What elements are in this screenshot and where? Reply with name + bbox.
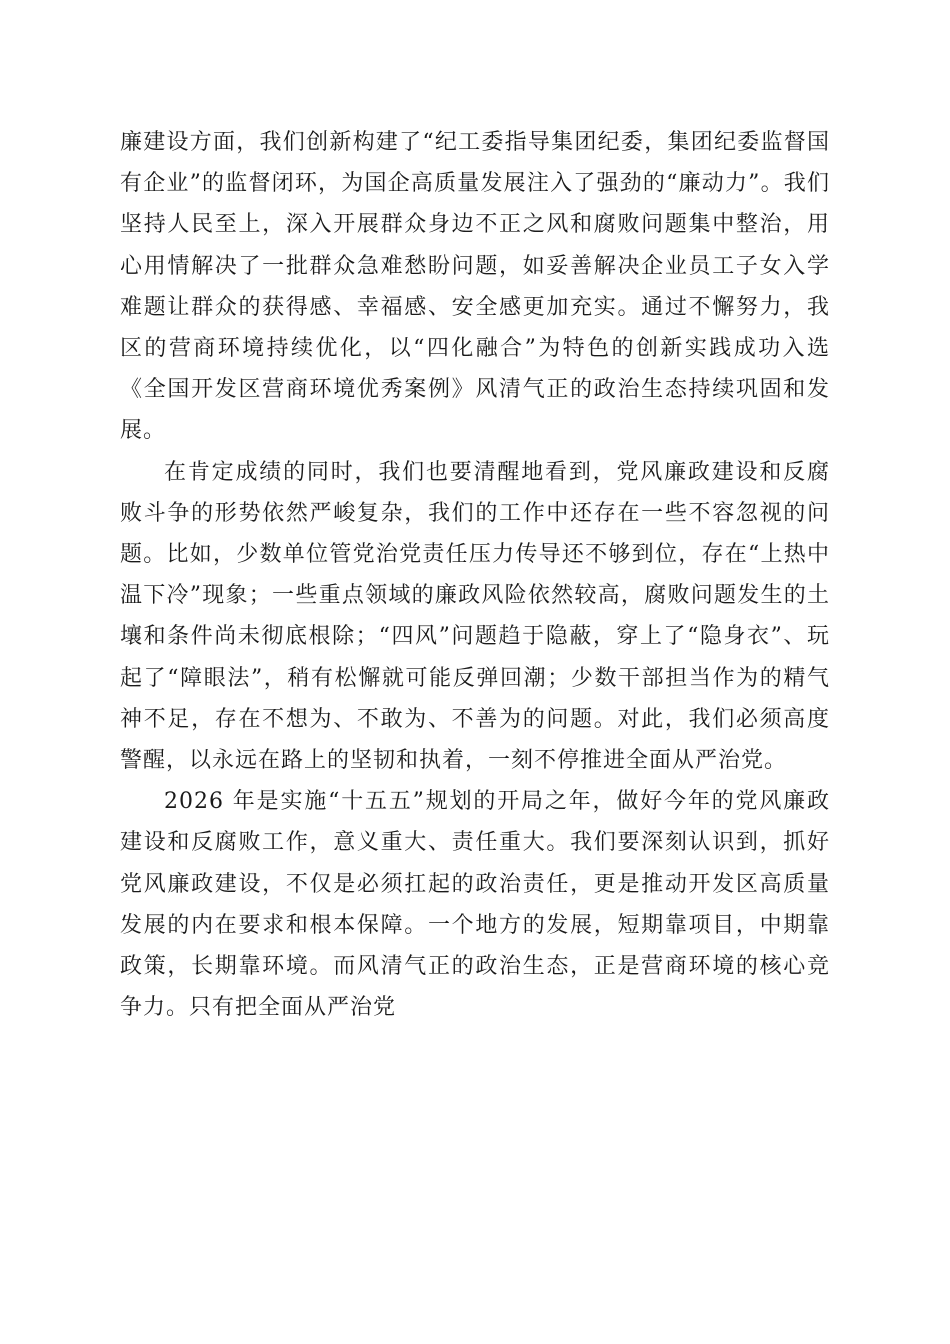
paragraph-problems: 在肯定成绩的同时，我们也要清醒地看到，党风廉政建设和反腐败斗争的形势依然严峻复杂，我们的工作中还存在一些不容忽视的问题。比如，少数单位管党治党责任压力传导还不够到位，存在“上热中温下冷”现象；一些重点领域的廉政风险依然较高，腐败问题发生的土壤和条件尚未彻底根除；“四风”问题趋于隐蔽，穿上了“隐身衣”、玩起了“障眼法”，稍有松懈就可能反弹回潮；少数干部担当作为的精气神不足，存在不想为、不敢为、不善为的问题。对此，我们必须高度警醒，以永远在路上的坚韧和执着，一刻不停推进全面从严治党。 [120, 459, 830, 774]
document-body [120, 122, 830, 1028]
paragraph-continuation: 廉建设方面，我们创新构建了“纪工委指导集团纪委，集团纪委监督国有企业”的监督闭环，为国企高质量发展注入了强劲的“廉动力”。我们坚持人民至上，深入开展群众身边不正之风和腐败问题集中整治，用心用情解决了一批群众急难愁盼问题，如妥善解决企业员工子女入学难题让群众的获得感、幸福感、安全感更加充实。通过不懈努力，我区的营商环境持续优化，以“四化融合”为特色的创新实践成功入选《全国开发区营商环境优秀案例》风清气正的政治生态持续巩固和发展。 [120, 130, 830, 444]
paragraph-2026-outlook: 2026 年是实施“十五五”规划的开局之年，做好今年的党风廉政建设和反腐败工作，意义重大、责任重大。我们要深刻认识到，抓好党风廉政建设，不仅是必须扛起的政治责任，更是推动开发区高质量发展的内在要求和根本保障。一个地方的发展，短期靠项目，中期靠政策，长期靠环境。而风清气正的政治生态，正是营商环境的核心竞争力。只有把全面从严治党 [120, 789, 830, 1021]
